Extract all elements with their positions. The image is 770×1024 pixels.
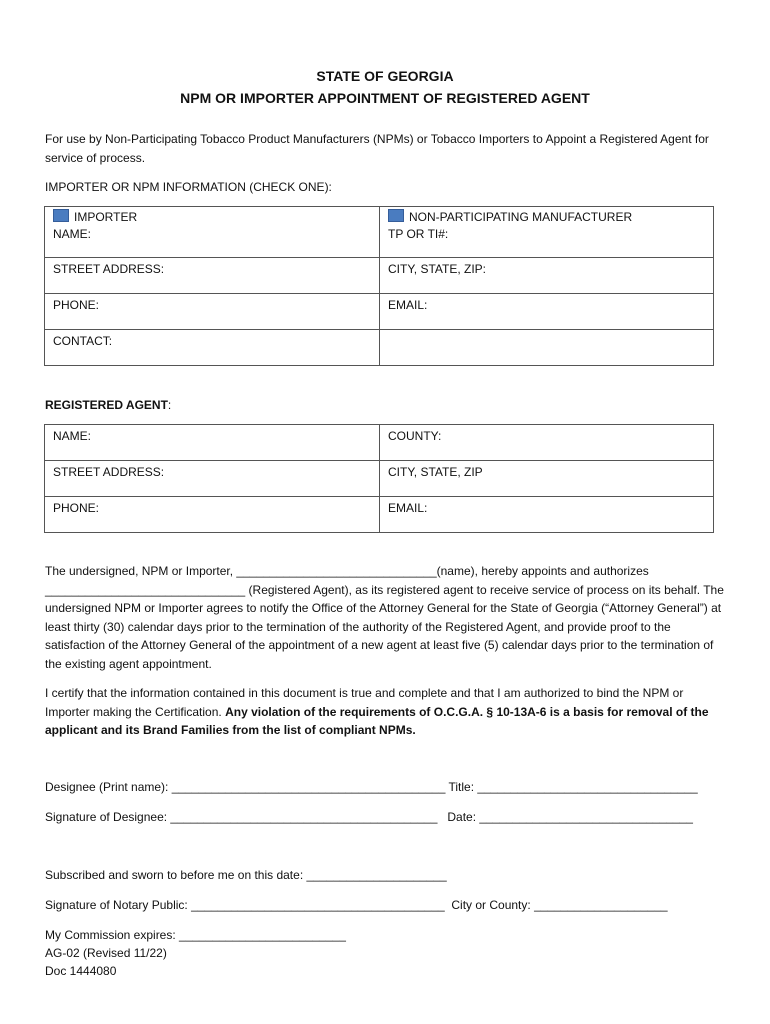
importer-city-cell[interactable] [380, 258, 714, 294]
agent-phone-cell[interactable] [45, 497, 380, 533]
form-id: AG-02 (Revised 11/22) [45, 946, 167, 960]
agent-email-label: EMAIL: [388, 501, 428, 515]
agent-city-cell[interactable] [380, 461, 714, 497]
commission-field[interactable]: _________________________ [179, 928, 346, 942]
importer-phone-label: PHONE: [53, 298, 100, 312]
agent-city-label: CITY, STATE, ZIP [388, 465, 483, 479]
commission-line [45, 928, 346, 942]
importer-section-heading: IMPORTER OR NPM INFORMATION (CHECK ONE): [45, 180, 332, 194]
importer-info-table [44, 206, 714, 366]
certification-paragraph [45, 684, 730, 740]
agent-name-label: NAME: [53, 429, 92, 443]
agent-heading-text: REGISTERED AGENT [45, 398, 168, 412]
document-title: STATE OF GEORGIA [316, 68, 454, 84]
designee-label: Designee (Print name): [45, 780, 172, 794]
agent-section-heading [45, 398, 171, 412]
agent-heading-colon: : [167, 398, 172, 412]
importer-blank-cell[interactable] [380, 330, 714, 366]
importer-email-label: EMAIL: [388, 298, 428, 312]
agent-street-label: STREET ADDRESS: [53, 465, 165, 479]
importer-city-label: CITY, STATE, ZIP: [388, 262, 487, 276]
importer-checkbox[interactable] [53, 209, 69, 222]
agent-street-cell[interactable] [45, 461, 380, 497]
tp-ti-label: TP OR TI#: [388, 227, 449, 241]
importer-street-label: STREET ADDRESS: [53, 262, 165, 276]
notary-signature-field[interactable]: ______________________________________ [191, 898, 445, 912]
npm-checkbox[interactable] [388, 209, 404, 222]
doc-id: Doc 1444080 [45, 964, 117, 978]
agent-name-cell[interactable] [45, 425, 380, 461]
importer-name-cell[interactable] [45, 207, 380, 258]
importer-checkbox-label: IMPORTER [74, 210, 138, 224]
importer-checkbox-row[interactable] [53, 209, 371, 224]
npm-tp-cell[interactable] [380, 207, 714, 258]
npm-checkbox-row[interactable] [388, 209, 705, 224]
agent-county-label: COUNTY: [388, 429, 442, 443]
commission-label: My Commission expires: [45, 928, 180, 942]
sworn-line [45, 868, 447, 882]
designee-signature-line [45, 810, 693, 824]
designee-name-field[interactable]: _________________________________________ [171, 780, 446, 794]
notary-line [45, 898, 668, 912]
appointment-paragraph: The undersigned, NPM or Importer, ______________________________(name), hereby appoints and authorizes ______________________________ (Registered Agent), as its registered agent to receive service of process on its behalf. The undersigned NPM or Importer agrees to notify the Office of the Attorney General for the State of Georgia (“Attorney General”) at least thirty (30) calendar days prior to the termination of the authority of the Registered Agent, and provide proof to the satisfaction of the Attorney General of the appointment of a new agent at least five (5) calendar days prior to the termination of the existing agent appointment. [45, 564, 724, 671]
designee-line [45, 780, 698, 794]
sworn-date-field[interactable]: _____________________ [306, 868, 447, 882]
certification-text: I certify that the information contained in this document is true and complete and that I am authorized to bind the NPM or Importer making the Certification. [45, 686, 684, 719]
importer-name-label: NAME: [53, 227, 92, 241]
intro-text: For use by Non-Participating Tobacco Product Manufacturers (NPMs) or Tobacco Importers to Appoint a Registered Agent for service of process. [45, 132, 709, 165]
importer-phone-cell[interactable] [45, 294, 380, 330]
designee-signature-field[interactable]: ________________________________________ [170, 810, 438, 824]
certification-warning: Any violation of the requirements of O.C.G.A. § 10-13A-6 is a basis for removal of the applicant and its Brand Families from the list of compliant NPMs. [45, 704, 709, 737]
npm-checkbox-label: NON-PARTICIPATING MANUFACTURER [409, 210, 633, 224]
city-county-field[interactable]: ____________________ [534, 898, 668, 912]
date-label: Date: [437, 810, 480, 824]
notary-signature-label: Signature of Notary Public: [45, 898, 192, 912]
date-field[interactable]: ________________________________ [479, 810, 693, 824]
document-subtitle: NPM OR IMPORTER APPOINTMENT OF REGISTERED AGENT [180, 90, 590, 106]
designee-signature-label: Signature of Designee: [45, 810, 171, 824]
importer-contact-label: CONTACT: [53, 334, 113, 348]
title-label: Title: [445, 780, 478, 794]
agent-phone-label: PHONE: [53, 501, 100, 515]
city-county-label: City or County: [444, 898, 535, 912]
agent-county-cell[interactable] [380, 425, 714, 461]
importer-email-cell[interactable] [380, 294, 714, 330]
agent-email-cell[interactable] [380, 497, 714, 533]
importer-contact-cell[interactable] [45, 330, 380, 366]
agent-info-table [44, 424, 714, 533]
sworn-label: Subscribed and sworn to before me on this date: [45, 868, 307, 882]
importer-street-cell[interactable] [45, 258, 380, 294]
title-field[interactable]: _________________________________ [477, 780, 698, 794]
